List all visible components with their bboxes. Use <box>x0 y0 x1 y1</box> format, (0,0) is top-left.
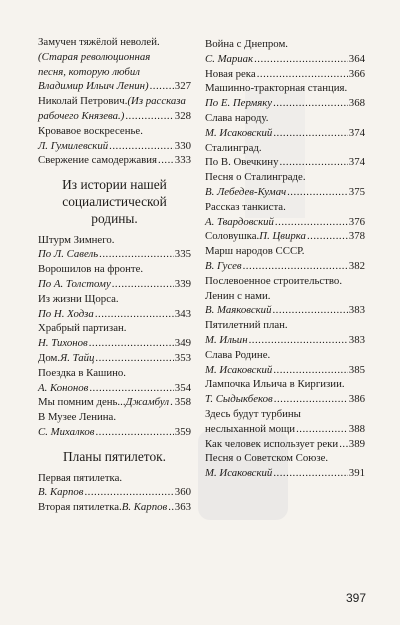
toc-line <box>205 155 365 170</box>
toc-line <box>205 96 365 111</box>
toc-line <box>205 52 365 67</box>
toc-entry <box>38 410 191 440</box>
dot-leader <box>257 67 348 82</box>
author-name: М. Исаковский <box>205 467 273 480</box>
dot-leader <box>273 363 347 378</box>
toc-line <box>205 274 365 289</box>
page-ref: 368 <box>348 97 365 110</box>
page-ref: 374 <box>348 156 365 169</box>
entry-title: Послевоенное строительство. <box>205 274 343 287</box>
dot-leader <box>112 277 174 292</box>
toc-line <box>38 79 191 94</box>
toc-line <box>205 377 365 392</box>
page-ref: 349 <box>174 337 191 350</box>
toc-line <box>38 247 191 262</box>
entry-title: Лампочка Ильича в Киргизии. <box>205 378 345 391</box>
author-name: Владимир Ильич Ленин) <box>38 80 149 93</box>
toc-line <box>205 289 365 304</box>
toc-entry <box>205 348 365 378</box>
toc-line <box>38 109 191 124</box>
toc-line <box>38 277 191 292</box>
author-name: Джамбул <box>125 396 170 409</box>
toc-entry <box>205 437 365 452</box>
toc-line <box>205 170 365 185</box>
toc-entry <box>205 229 365 244</box>
author-name: (Старая революционная <box>38 50 151 63</box>
toc-line <box>205 392 365 407</box>
entry-title: Первая пятилетка. <box>38 471 123 484</box>
author-name: А. Кононов <box>38 381 89 394</box>
page-ref: 330 <box>174 139 191 152</box>
toc-line <box>38 262 191 277</box>
entry-title: Песня о Советском Союзе. <box>205 452 329 465</box>
page-ref: 328 <box>174 109 191 122</box>
entry-title: Рассказ танкиста. <box>205 200 286 213</box>
dot-leader <box>158 153 174 168</box>
dot-leader <box>95 307 174 322</box>
dot-leader <box>99 247 174 262</box>
page-ref: 386 <box>348 393 365 406</box>
toc-line <box>38 292 191 307</box>
entry-title: Слава народу. <box>205 111 269 124</box>
author-name: П. Цвирка <box>259 230 306 243</box>
dot-leader <box>125 109 173 124</box>
dot-leader <box>170 395 174 410</box>
toc-line <box>205 466 365 481</box>
entry-title: Дом. <box>38 351 61 364</box>
toc-line <box>38 410 191 425</box>
toc-line <box>205 200 365 215</box>
dot-leader <box>84 485 173 500</box>
entry-title: В Музее Ленина. <box>38 411 117 424</box>
author-name: песня, которую любил <box>38 65 140 78</box>
dot-leader <box>275 215 348 230</box>
toc-right-column <box>205 37 365 481</box>
author-name: По Л. Савель <box>38 248 99 261</box>
page-ref: 333 <box>174 154 191 167</box>
toc-line <box>38 65 191 80</box>
toc-line <box>205 333 365 348</box>
toc-line <box>38 351 191 366</box>
entry-title: Замучен тяжёлой неволей. <box>38 36 160 48</box>
dot-leader <box>109 139 174 154</box>
toc-line <box>205 318 365 333</box>
dot-leader <box>243 259 348 274</box>
toc-line <box>205 185 365 200</box>
entry-title: Марш народов СССР. <box>205 245 305 258</box>
toc-entry <box>205 81 365 111</box>
page-number: 397 <box>346 591 367 605</box>
page-ref: 360 <box>174 486 191 499</box>
dot-leader <box>249 333 348 348</box>
section-heading <box>38 177 191 227</box>
entry-title: Соловушка. <box>205 230 260 243</box>
entry-title: Здесь будут турбины <box>205 407 301 420</box>
page-ref: 353 <box>174 351 191 364</box>
page-ref: 366 <box>348 67 365 80</box>
toc-line <box>205 363 365 378</box>
author-name: С. Мариак <box>205 52 254 65</box>
author-name: По Н. Ходза <box>38 307 94 320</box>
page-ref: 364 <box>348 52 365 65</box>
toc-line <box>205 244 365 259</box>
entry-title: Вторая пятилетка. <box>38 501 122 514</box>
page-ref: 385 <box>348 363 365 376</box>
author-name: Л. Гумилевский <box>38 139 109 152</box>
toc-line <box>205 451 365 466</box>
dot-leader <box>339 437 348 452</box>
toc-line <box>38 366 191 381</box>
entry-title: Свержение самодержавия <box>38 154 157 167</box>
toc-line <box>38 425 191 440</box>
entry-title: По В. Овечкину <box>205 156 279 169</box>
entry-title: Поездка в Кашино. <box>38 366 127 379</box>
author-name: Т. Сыдыкбеков <box>205 393 273 406</box>
toc-line <box>205 111 365 126</box>
dot-leader <box>273 466 347 481</box>
toc-line <box>38 485 191 500</box>
toc-line <box>38 336 191 351</box>
toc-entry <box>38 395 191 410</box>
entry-title: Ворошилов на фронте. <box>38 263 144 276</box>
toc-line <box>38 471 191 486</box>
toc-line <box>38 35 191 50</box>
toc-entry <box>38 292 191 322</box>
entry-title: Машинно-тракторная станция. <box>205 82 348 95</box>
dot-leader <box>168 500 174 515</box>
dot-leader <box>273 126 347 141</box>
author-name: В. Карпов <box>121 501 168 514</box>
author-name: В. Гусев <box>205 259 242 272</box>
toc-line <box>38 50 191 65</box>
toc-entry <box>38 262 191 292</box>
author-name: Н. Тихонов <box>38 337 88 350</box>
entry-title: Храбрый партизан. <box>38 322 127 335</box>
toc-line <box>205 303 365 318</box>
dot-leader <box>274 392 348 407</box>
page-ref: 389 <box>348 437 365 450</box>
toc-line <box>38 395 191 410</box>
page-ref: 376 <box>348 215 365 228</box>
page-ref: 358 <box>174 396 191 409</box>
entry-title: Штурм Зимнего. <box>38 233 115 246</box>
toc-line <box>38 233 191 248</box>
page-ref: 359 <box>174 425 191 438</box>
page-ref: 335 <box>174 248 191 261</box>
entry-title: Николай Петрович. <box>38 95 128 108</box>
toc-entry <box>38 471 191 501</box>
toc-line <box>38 124 191 139</box>
toc-entry <box>38 321 191 351</box>
entry-title: Кровавое воскресенье. <box>38 124 143 137</box>
author-name: В. Маяковский <box>205 304 272 317</box>
dot-leader <box>89 381 173 396</box>
page-ref: 378 <box>348 230 365 243</box>
section-heading-line: Из истории нашей <box>62 177 167 193</box>
entry-title: Мы помним день... <box>38 396 126 409</box>
author-name: С. Михалков <box>38 425 95 438</box>
toc-entry <box>205 377 365 407</box>
dot-leader <box>296 422 348 437</box>
toc-entry <box>205 451 365 481</box>
toc-entry <box>38 351 191 366</box>
toc-entry <box>205 244 365 274</box>
entry-title: Слава Родине. <box>205 348 271 361</box>
dot-leader <box>272 303 347 318</box>
toc-line <box>38 500 191 515</box>
toc-entry <box>38 35 191 94</box>
section-heading-line: социалистической родины. <box>62 193 167 226</box>
page-ref: 374 <box>348 126 365 139</box>
toc-line <box>205 422 365 437</box>
page-ref: 343 <box>174 307 191 320</box>
toc-entry <box>205 289 365 319</box>
dot-leader <box>273 96 348 111</box>
author-name: М. Исаковский <box>205 363 273 376</box>
page-ref: 382 <box>348 259 365 272</box>
entry-title: Сталинград. <box>205 141 262 154</box>
toc-line <box>205 67 365 82</box>
toc-entry <box>205 170 365 200</box>
author-name: рабочего Князева.) <box>38 109 125 122</box>
dot-leader <box>95 351 173 366</box>
page-ref: 383 <box>348 304 365 317</box>
author-name: М. Исаковский <box>205 126 273 139</box>
section-heading <box>38 449 191 466</box>
entry-title: Из жизни Щорса. <box>38 292 119 305</box>
dot-leader <box>150 79 174 94</box>
toc-entry <box>38 94 191 124</box>
toc-entry <box>205 37 365 67</box>
toc-line <box>38 94 191 109</box>
toc-line <box>205 141 365 156</box>
toc-line <box>205 126 365 141</box>
toc-entry <box>38 366 191 396</box>
author-name: (Из рассказа <box>127 95 186 108</box>
page-ref: 339 <box>174 277 191 290</box>
toc-line <box>205 81 365 96</box>
entry-title: Новая река <box>205 67 256 80</box>
toc-line <box>205 348 365 363</box>
toc-entry <box>38 233 191 263</box>
toc-line <box>38 307 191 322</box>
dot-leader <box>287 185 348 200</box>
page-ref: 354 <box>174 381 191 394</box>
entry-title: Ленин с нами. <box>205 289 271 302</box>
dot-leader <box>254 52 348 67</box>
dot-leader <box>95 425 173 440</box>
toc-line <box>38 321 191 336</box>
page-ref: 388 <box>348 422 365 435</box>
author-name: М. Ильин <box>205 333 248 346</box>
toc-line <box>38 139 191 154</box>
toc-entry <box>205 318 365 348</box>
page-ref: 327 <box>174 80 191 93</box>
section-heading-line: Планы пятилеток. <box>63 448 166 464</box>
toc-line <box>205 259 365 274</box>
toc-line <box>205 229 365 244</box>
toc-entry <box>38 124 191 154</box>
toc-line <box>38 153 191 168</box>
toc-entry <box>205 407 365 437</box>
author-name: В. Карпов <box>38 486 84 499</box>
toc-line <box>38 381 191 396</box>
author-name: По А. Толстому <box>38 277 111 290</box>
toc-line <box>205 437 365 452</box>
toc-entry <box>205 141 365 171</box>
entry-title: Песня о Сталинграде. <box>205 171 306 184</box>
entry-title: Пятилетний план. <box>205 319 288 332</box>
toc-left-column <box>38 35 191 515</box>
page-ref: 363 <box>174 501 191 514</box>
toc-entry <box>205 67 365 82</box>
toc-entry <box>205 274 365 289</box>
dot-leader <box>89 336 174 351</box>
entry-title: неслыханной мощи <box>205 422 296 435</box>
page-ref: 391 <box>348 467 365 480</box>
page-ref: 375 <box>348 185 365 198</box>
toc-line <box>205 37 365 52</box>
author-name: А. Твардовский <box>205 215 274 228</box>
entry-title: Война с Днепром. <box>205 38 288 50</box>
toc-entry <box>205 111 365 141</box>
toc-entry <box>205 200 365 230</box>
entry-title: Как человек использует реки <box>205 437 339 450</box>
author-name: В. Лебедев-Кумач <box>205 185 287 198</box>
dot-leader <box>279 155 347 170</box>
toc-line <box>205 407 365 422</box>
author-name: По Е. Пермяку <box>205 97 273 110</box>
toc-entry <box>38 153 191 168</box>
toc-entry <box>38 500 191 515</box>
toc-line <box>205 215 365 230</box>
dot-leader <box>307 229 348 244</box>
page-ref: 383 <box>348 333 365 346</box>
author-name: Я. Тайц <box>60 351 95 364</box>
